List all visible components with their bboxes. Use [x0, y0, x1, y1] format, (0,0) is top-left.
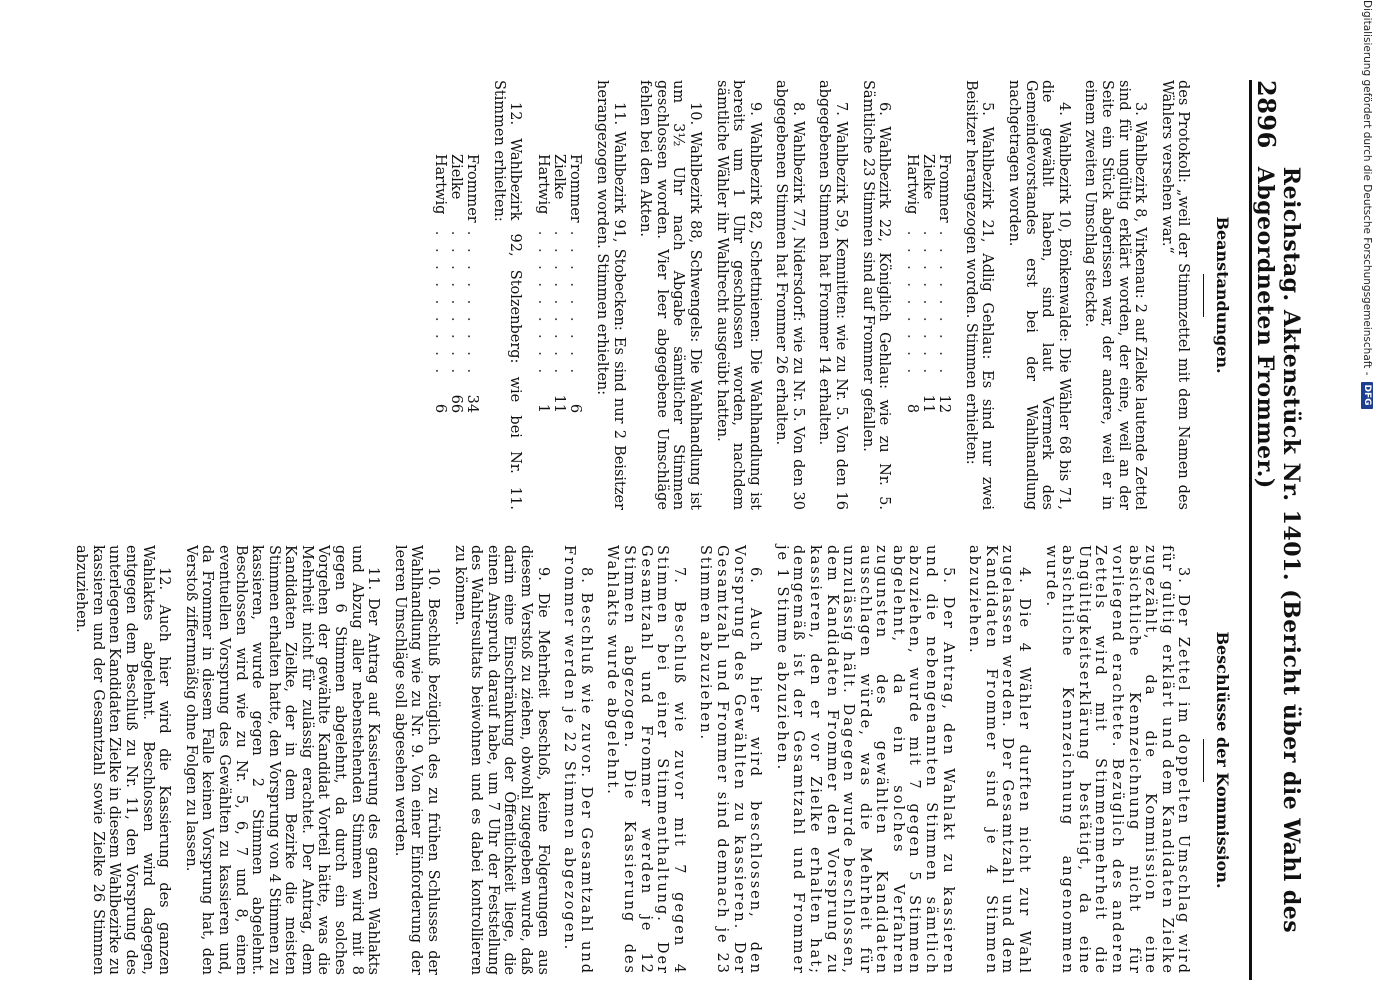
vote-row: Zielke . . . . . . . . . 11 — [920, 154, 937, 414]
vote-table — [432, 150, 480, 417]
vote-row: Frommer . . . . . . . . . 6 — [567, 154, 584, 414]
paragraph: 4. Wahlbezirk 10, Bönkenwalde: Die Wähler 68 bis 71, die gewählt haben, sind laut Vermerk des Gemeindevorstandes erst bei der Wahlhandlung nachgetragen worden. — [1006, 80, 1072, 510]
digitization-credit — [1359, 0, 1373, 1000]
right-column — [63, 545, 1230, 975]
paragraph: 8. Wahlbezirk 77, Nidersdorf: wie zu Nr. 5. Von den 30 abgegebenen Stimmen hat Frommer 26 erhalten. — [773, 80, 806, 510]
left-column — [420, 80, 1230, 510]
vote-row: Hartwig . . . . . . . . . 8 — [904, 154, 921, 414]
vote-table — [535, 150, 583, 417]
paragraph: 8. Beschluß wie zuvor. Der Gesamtzahl und Frommer werden je 22 Stimmen abgezogen. — [561, 545, 594, 975]
vote-row: Frommer . . . . . . . . . 34 — [464, 154, 481, 414]
paragraph: 10. Beschluß bezüglich des zu frühen Schlusses der Wahlhandlung wie zu Nr. 9. Von einer Einforderung der leeren Umschläge soll abgesehen werden. — [391, 545, 442, 975]
paragraph: 12. Auch hier wird die Kassierung des ganzen Wahlaktes abgelehnt. Beschlossen wird dagegen, entgegen dem Beschluß zu Nr. 11, den Vorsprung des unterlegenen Kandidaten Zielke in diesem Wahlbezirke zu kassieren und der Gesamtzahl sowie Zielke 26 Stimmen abzuziehen. — [73, 545, 173, 975]
paragraph: 12. Wahlbezirk 92, Stolzenberg: wie bei Nr. 11. Stimmen erhielten: — [490, 80, 524, 510]
vote-row: Zielke . . . . . . . . . 11 — [551, 154, 568, 414]
vote-table — [904, 150, 952, 417]
paragraph: 3. Der Zettel im doppelten Umschlag wird für gültig erklärt und dem Kandidaten Zielke zugezählt, da die Kommission eine absichtliche Kennzeichnung nicht für vorliegend erachtete. Bezüglich des anderen Zettels wird mit Stimmenmehrheit die Ungültigkeitserklärung bestätigt, da eine absichtliche Kennzeichnung angenommen wurde. — [1042, 545, 1192, 975]
vote-row: Frommer . . . . . . . . . 12 — [936, 154, 953, 414]
paragraph: 7. Beschluß wie zuvor mit 7 gegen 4 Stimmen bei einer Stimmenthaltung. Der Gesamtzahl und Frommer werden je 12 Stimmen abgezogen. Die Kassierung des Wahlakts wurde abgelehnt. — [604, 545, 687, 975]
paragraph: 10. Wahlbezirk 88, Schwengels: Die Wahlhandlung ist um 3½ Uhr nach Abgabe sämtlicher Stimmen geschlossen worden. Vier leer abgegebene Umschläge fehlen bei den Akten. — [637, 80, 703, 510]
right-column-heading: Beschlüsse der Kommission. — [1207, 545, 1230, 975]
paragraph: 6. Wahlbezirk 22, Königlich Gehlau: wie zu Nr. 5. Sämtliche 23 Stimmen sind auf Frommer gefallen. — [859, 80, 893, 510]
vote-row: Zielke . . . . . . . . . 66 — [448, 154, 465, 414]
paragraph: 11. Der Antrag auf Kassierung des ganzen Wahlakts und Abzug aller nebenstehenden Stimmen wird mit 8 gegen 6 Stimmen abgelehnt, da durch ein solches Vorgehen der gewählte Kandidat Vorteil hätte, was die Mehrheit nicht für zulässig erachtet. Der Antrag, dem Kandidaten Zielke, der in dem Bezirke die meisten Stimmen erhalten hatte, den Vorsprung von 4 Stimmen zu kassieren, wurde gegen 2 Stimmen abgelehnt. Beschlossen wird wie zu Nr. 5, 6, 7 und 8, einen eventuellen Vorsprung des Gewählten zu kassieren und, da Frommer in diesem Falle keinen Vorsprung hat, den Verstoß ziffernmäßig ohne Folgen zu lassen. — [182, 545, 382, 975]
paragraph: 5. Der Antrag, den Wahlakt zu kassieren und die nebengenannten Stimmen sämtlich abzuziehen, wurde mit 7 gegen 5 Stimmen abgelehnt, da ein solches Verfahren zugunsten des gewählten Kandidaten ausschlagen würde, was die Mehrheit für unzulässig hält. Dagegen wurde beschlossen, dem Kandidaten Frommer den Vorsprung zu kassieren, den er vor Zielke erhalten hat; demgemäß ist der Gesamtzahl und Frommer je 1 Stimme abzuziehen. — [773, 545, 956, 975]
paragraph: 11. Wahlbezirk 91, Stobecken: Es sind nur 2 Beisitzer herangezogen worden. Stimmen erhielten: — [593, 80, 627, 510]
paragraph: 9. Wahlbezirk 82, Schettnienen: Die Wahlhandlung ist bereits um 1 Uhr geschlossen worden, nachdem sämtliche Wähler ihr Wahlrecht ausgeübt hatten. — [713, 80, 763, 510]
page-title: Reichstag. Aktenstück Nr. 1401. (Bericht über die Wahl des Abgeordneten Frommer.) — [1252, 166, 1304, 934]
paragraph: 6. Auch hier wird beschlossen, den Vorsprung des Gewählten zu kassieren. Der Gesamtzahl und Frommer sind demnach je 23 Stimmen abzuziehen. — [697, 545, 764, 975]
left-column-heading: Beanstandungen. — [1207, 80, 1230, 510]
dfg-logo: DFG — [1361, 382, 1373, 409]
vote-row: Hartwig . . . . . . . . . 1 — [535, 154, 552, 414]
paragraph: 4. Die 4 Wähler durften nicht zur Wahl zugelassen werden. Der Gesamtzahl und dem Kandidaten Frommer sind je 4 Stimmen abzuziehen. — [966, 545, 1033, 975]
vote-row: Hartwig . . . . . . . . . 6 — [432, 154, 449, 414]
paragraph: des Protokoll: „weil der Stimmzettel mit dem Namen des Wählers versehen war.“ — [1158, 80, 1192, 510]
credit-text: Digitalisierung gefördert durch die Deutsche Forschungsgemeinschaft - — [1361, 0, 1373, 376]
paragraph: 7. Wahlbezirk 59, Kemnitten: wie zu Nr. 5. Von den 16 abgegebenen Stimmen hat Frommer 14 erhalten. — [816, 80, 850, 510]
paragraph: 3. Wahlbezirk 8, Virkenau: 2 auf Zielke lautende Zettel sind für ungültig erklärt worden, der eine, weil an der Seite ein Stück abgerissen war, der andere, weil er in einem zweiten Umschlag steckte. — [1082, 80, 1149, 510]
paragraph: 5. Wahlbezirk 21, Adlig Gehlau: Es sind nur zwei Beisitzer herangezogen worden. Stimmen erhielten: — [962, 80, 996, 510]
paragraph: 9. Die Mehrheit beschloß, keine Folgerungen aus diesem Verstoß zu ziehen, obwohl zugegeben wurde, daß darin eine Einschränkung der Öffentlichkeit liege, die einen Anspruch darauf habe, um 7 Uhr der Feststellung des Wahlresultats beiwohnen und es dabei kontrollieren zu können. — [451, 545, 551, 975]
page-header — [1249, 80, 1304, 980]
page-number: 2896 — [1252, 80, 1281, 149]
